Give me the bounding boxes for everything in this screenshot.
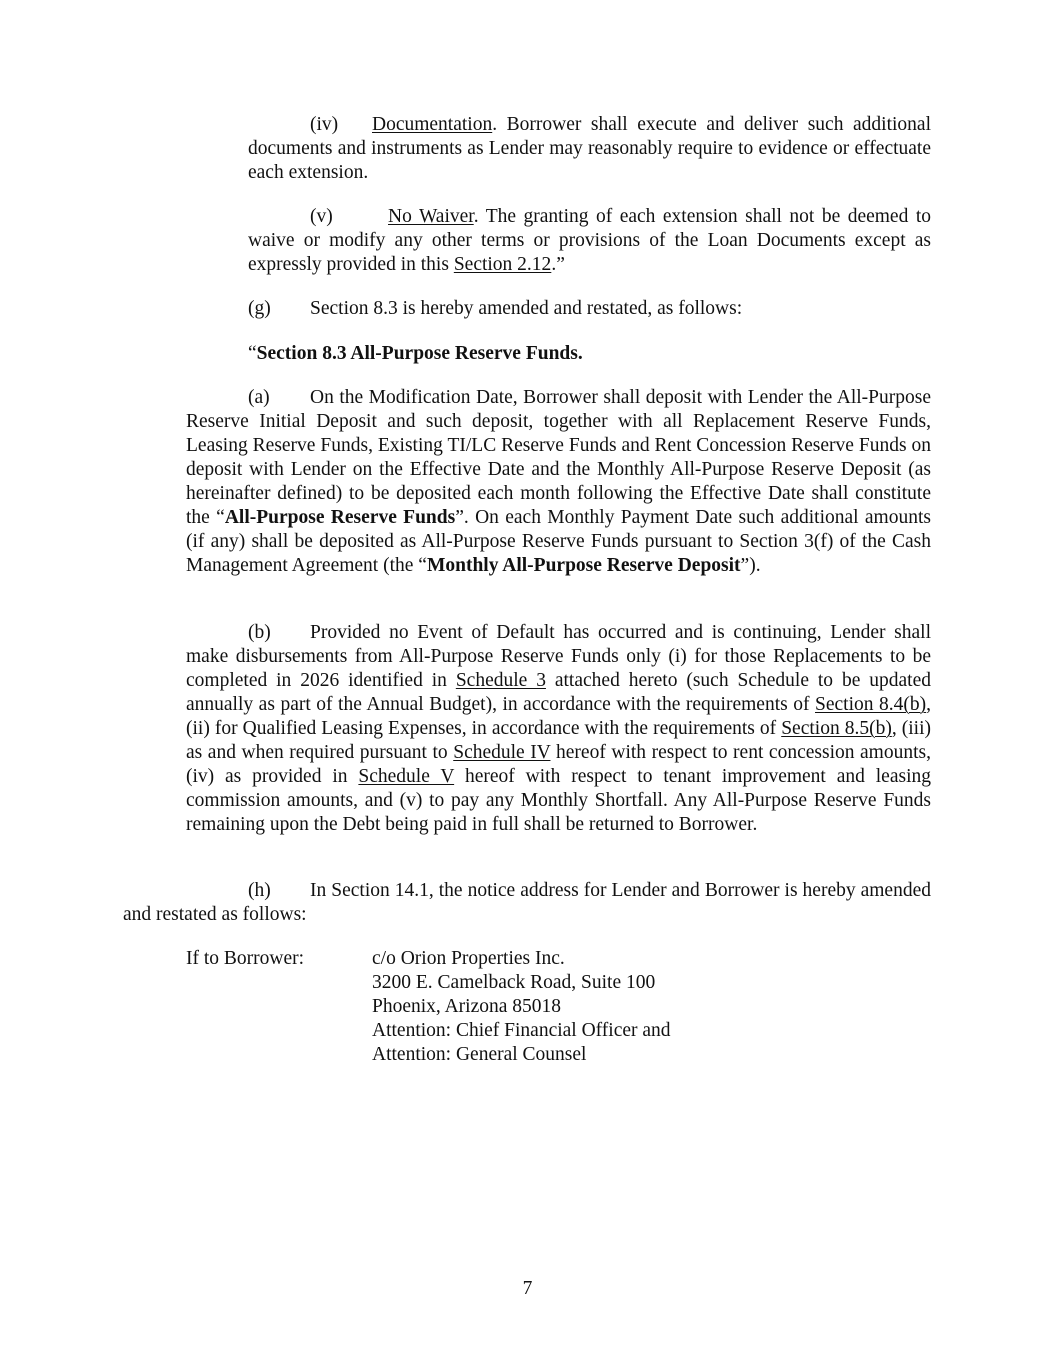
paragraph-g bbox=[248, 297, 931, 321]
paragraph-text: hereof with respect to rent concession amounts, (iv) as provided in bbox=[186, 742, 931, 787]
section-reference: Section 2.12 bbox=[453, 254, 552, 275]
page-number: 7 bbox=[522, 1278, 533, 1299]
address-line: 3200 E. Camelback Road, Suite 100 bbox=[372, 972, 656, 993]
address-line: Attention: General Counsel bbox=[372, 1044, 587, 1065]
defined-term: All-Purpose Reserve Funds bbox=[224, 507, 456, 528]
paragraph-text: , (iii) as and when required pursuant to bbox=[186, 718, 931, 763]
section-reference: Section 8.4(b) bbox=[815, 694, 927, 715]
section-title: Section 8.3 All-Purpose Reserve Funds. bbox=[256, 343, 583, 364]
paragraph-heading: No Waiver bbox=[388, 206, 474, 227]
paragraph-text: hereof with respect to tenant improvement and leasing commission amounts, and (v) to pay any Monthly Shortfall. Any All-Purpose Reserve Funds remaining upon the Debt being paid in full shall be returned to Borrower. bbox=[186, 766, 931, 835]
schedule-reference: Schedule IV bbox=[453, 742, 551, 763]
section-reference: Section 8.5(b) bbox=[781, 718, 892, 739]
paragraph-text: ”. On each Monthly Payment Date such additional amounts (if any) shall be deposited as All-Purpose Reserve Funds pursuant to Section 3(f) of the Cash Management Agreement (the “ bbox=[186, 507, 931, 576]
paragraph-text: On the Modification Date, Borrower shall deposit with Lender the All-Purpose Reserve Initial Deposit and such deposit, together with all Replacement Reserve Funds, Leasing Reserve Funds, Existing TI/LC Reserve Funds and Rent Concession Reserve Funds on deposit with Lender on the Effective Date and the Monthly All-Purpose Reserve Deposit (as hereinafter defined) to be deposited each month following the Effective Date shall constitute the “ bbox=[186, 387, 931, 528]
paragraph-text: ”). bbox=[740, 555, 761, 576]
paragraph-text: In Section 14.1, the notice address for Lender and Borrower is hereby amended and restated as follows: bbox=[123, 880, 931, 925]
paragraph-marker: (g) bbox=[248, 298, 271, 319]
paragraph-v-no-waiver bbox=[248, 205, 931, 277]
paragraph-marker: (h) bbox=[248, 880, 271, 901]
defined-term: Monthly All-Purpose Reserve Deposit bbox=[426, 555, 741, 576]
address-line: Phoenix, Arizona 85018 bbox=[372, 996, 562, 1017]
paragraph-h bbox=[123, 879, 931, 927]
paragraph-iv-documentation bbox=[248, 113, 931, 185]
address-line: Attention: Chief Financial Officer and bbox=[372, 1020, 671, 1041]
paragraph-marker: (b) bbox=[248, 622, 271, 643]
paragraph-closing: .” bbox=[551, 254, 565, 275]
section-heading bbox=[248, 342, 931, 366]
paragraph-text: . Borrower shall execute and deliver such additional documents and instruments as Lender may reasonably require to evidence or effectuate each extension. bbox=[248, 114, 931, 183]
address-line: c/o Orion Properties Inc. bbox=[372, 948, 565, 969]
paragraph-text: attached hereto (such Schedule to be updated annually as part of the Annual Budget), in accordance with the requirements of bbox=[186, 670, 931, 715]
paragraph-a bbox=[186, 386, 931, 578]
paragraph-marker: (v) bbox=[310, 206, 333, 227]
address-label: If to Borrower: bbox=[186, 948, 305, 969]
schedule-reference: Schedule 3 bbox=[455, 670, 546, 691]
paragraph-text: , (ii) for Qualified Leasing Expenses, in accordance with the requirements of bbox=[186, 694, 932, 739]
schedule-reference: Schedule V bbox=[358, 766, 455, 787]
open-quote: “ bbox=[248, 343, 257, 364]
paragraph-marker: (a) bbox=[248, 387, 270, 408]
paragraph-b bbox=[186, 621, 931, 837]
paragraph-marker: (iv) bbox=[310, 114, 339, 135]
paragraph-text: . The granting of each extension shall not be deemed to waive or modify any other terms or provisions of the Loan Documents except as expressly provided in this bbox=[248, 206, 931, 275]
paragraph-heading: Documentation bbox=[372, 114, 493, 135]
paragraph-text: Section 8.3 is hereby amended and restated, as follows: bbox=[310, 298, 743, 319]
paragraph-text: Provided no Event of Default has occurred and is continuing, Lender shall make disbursements from All-Purpose Reserve Funds only (i) for those Replacements to be completed in 2026 identified in bbox=[186, 622, 931, 691]
address-lines bbox=[372, 947, 671, 1067]
